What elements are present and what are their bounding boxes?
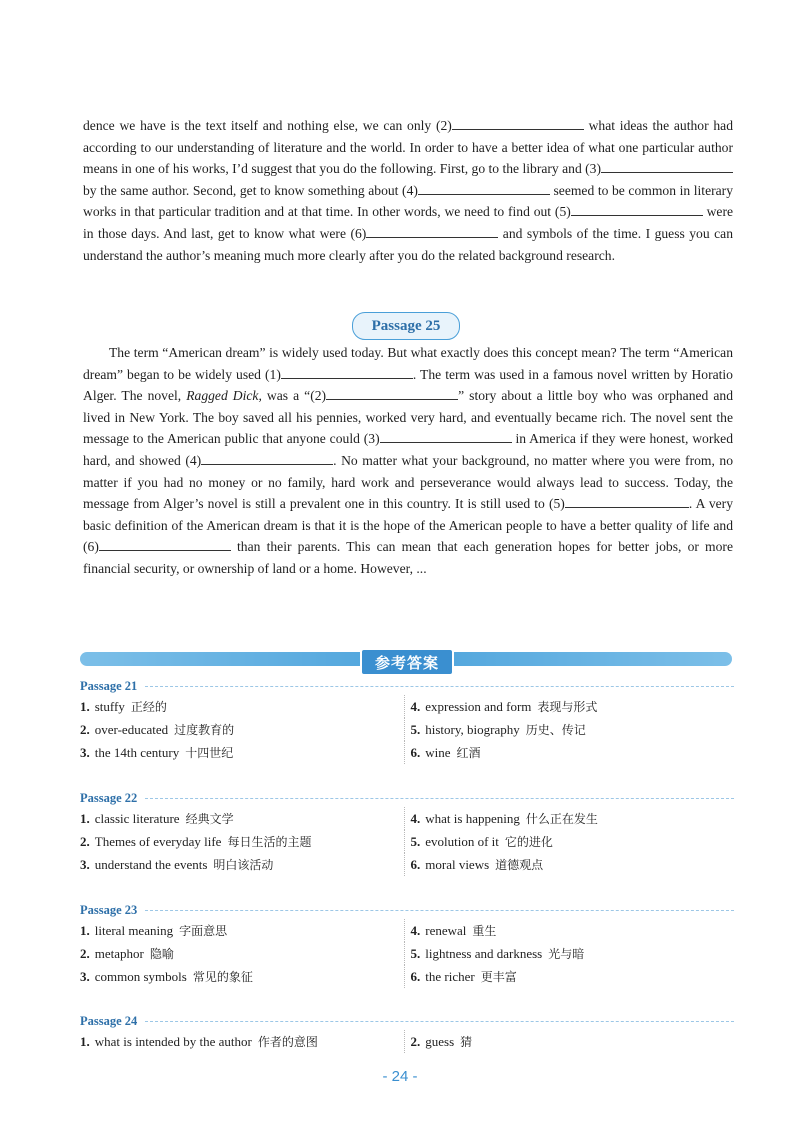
answer-group-passage21: [80, 677, 734, 764]
blank-25-5[interactable]: [565, 494, 689, 508]
blank-24-5[interactable]: [571, 202, 703, 216]
answer-item: 2. over-educated 过度教育的: [80, 721, 235, 737]
group-heading: Passage 21: [80, 678, 138, 693]
answer-group-passage23: [80, 901, 734, 988]
answer-row: [80, 965, 734, 988]
answer-item: 2. Themes of everyday life 每日生活的主题: [80, 833, 312, 849]
answer-row: [80, 830, 734, 853]
answer-row: [80, 741, 734, 764]
answer-item: 2. metaphor 隐喻: [80, 945, 174, 961]
answer-group-passage22: [80, 789, 734, 876]
answer-row: [80, 695, 734, 718]
answer-item: 4. what is happening 什么正在发生: [404, 807, 735, 830]
answer-row: [80, 1030, 734, 1053]
answer-item: 1. stuffy 正经的: [80, 698, 167, 714]
answer-row: [80, 919, 734, 942]
blank-25-3[interactable]: [380, 429, 512, 443]
answer-item: 1. what is intended by the author 作者的意图: [80, 1033, 318, 1049]
dashed-divider: [145, 1021, 734, 1022]
dashed-divider: [145, 686, 734, 687]
answer-item: 6. wine 红酒: [404, 741, 735, 764]
answer-row: [80, 853, 734, 876]
group-heading: Passage 22: [80, 790, 138, 805]
blank-24-6[interactable]: [366, 224, 498, 238]
answer-item: 5. evolution of it 它的进化: [404, 830, 735, 853]
blank-24-4[interactable]: [418, 181, 550, 195]
answer-item: 1. literal meaning 字面意思: [80, 922, 228, 938]
novel-title: Ragged Dick,: [186, 388, 262, 404]
dashed-divider: [145, 910, 734, 911]
answer-item: 5. history, biography 历史、传记: [404, 718, 735, 741]
answer-item: 5. lightness and darkness 光与暗: [404, 942, 735, 965]
answer-row: [80, 718, 734, 741]
answer-item: 3. the 14th century 十四世纪: [80, 744, 234, 760]
group-heading: Passage 23: [80, 902, 138, 917]
blank-24-3[interactable]: [601, 159, 733, 173]
blank-24-2[interactable]: [452, 116, 584, 130]
blank-25-2[interactable]: [326, 386, 458, 400]
answers-title: 参考答案: [360, 648, 454, 676]
answer-item: 4. expression and form 表现与形式: [404, 695, 735, 718]
answer-item: 3. common symbols 常见的象征: [80, 968, 253, 984]
answer-item: 1. classic literature 经典文学: [80, 810, 234, 826]
answer-row: [80, 942, 734, 965]
blank-25-4[interactable]: [201, 451, 333, 465]
answer-item: 6. the richer 更丰富: [404, 965, 735, 988]
page-number: - 24 -: [382, 1068, 418, 1085]
dashed-divider: [145, 798, 734, 799]
passage25-title: Passage 25: [352, 312, 460, 340]
blank-25-1[interactable]: [281, 365, 413, 379]
passage25-text: The term “American dream” is widely used today. But what exactly does this concept mean? The term “American dream” began to be widely used (1) . The term was used in a famous novel written by Horatio Alger. The novel, Ragged Dick, was a “(2) ” story about a little boy who was orphaned and lived in New York. The boy saved all his pennies, worked very hard, and eventually became rich. The novel sent the message to the American public that anyone could (3) in America if they were honest, worked hard, and showed (4) . No matter what your background, no matter where you were from, no matter if you had no money or no family, hard work and perseverance would always lead to success. Today, the message from Alger’s novel is still a prevalent one in this country. It is still used to (5) . A very basic definition of the American dream is that it is the hope of the American people to have a better quality of life and (6) than their parents. This can mean that each generation hopes for better jobs, or more financial security, or ownership of land or a home. However, ...: [83, 345, 734, 576]
answer-item: 4. renewal 重生: [404, 919, 735, 942]
answer-row: [80, 807, 734, 830]
answer-group-passage24: [80, 1012, 734, 1053]
group-heading: Passage 24: [80, 1013, 138, 1028]
answer-item: 2. guess 猜: [404, 1030, 735, 1053]
passage24-text: dence we have is the text itself and nothing else, we can only (2) what ideas the author had according to our understanding of literature and the world. In order to have a better idea of what one particular author means in one of his works, I’d suggest that you do the following. First, go to the library and (3) by the same author. Second, get to know something about (4) seemed to be common in literary works in that particular tradition and at that time. In other words, we need to find out (5) were in those days. And last, get to know what were (6) and symbols of the time. I guess you can understand the author’s meaning much more clearly after you do the related background research.: [83, 118, 733, 263]
answer-item: 6. moral views 道德观点: [404, 853, 735, 876]
answer-item: 3. understand the events 明白该活动: [80, 856, 274, 872]
blank-25-6[interactable]: [99, 537, 231, 551]
